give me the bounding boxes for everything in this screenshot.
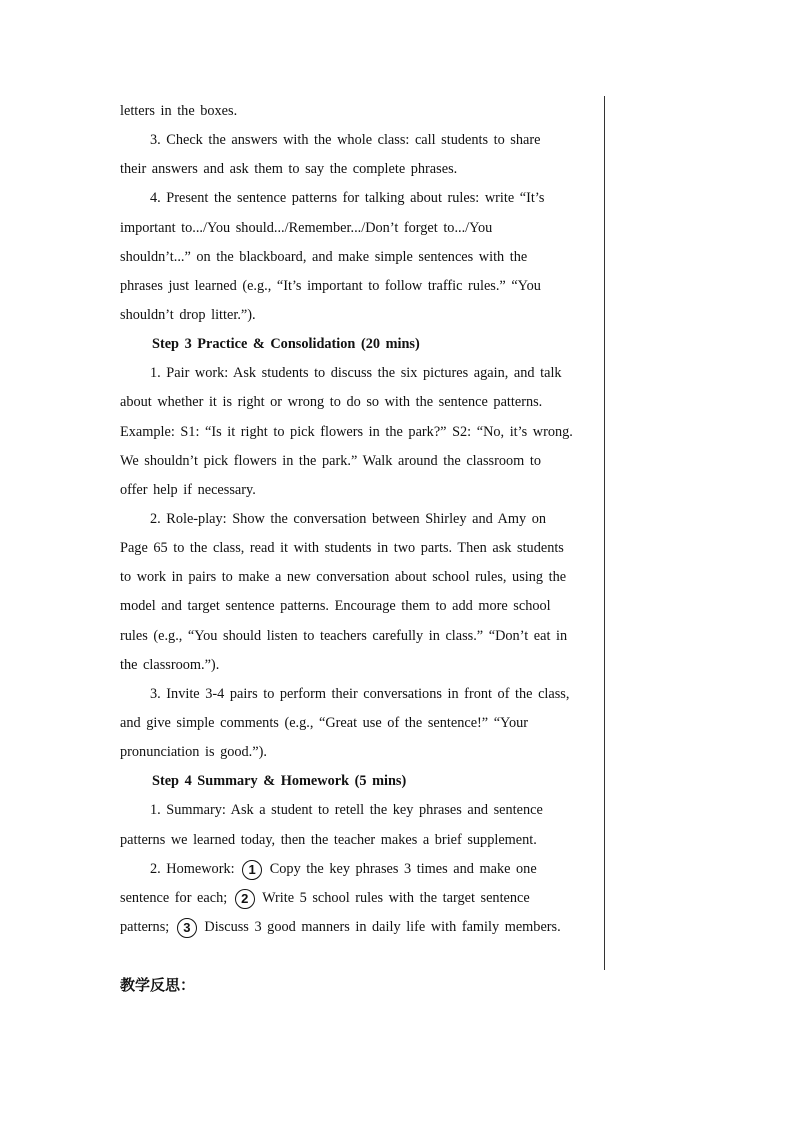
teaching-reflection-label: 教学反思： [120, 976, 196, 994]
table-border-line [604, 96, 605, 970]
text-line: and give simple comments (e.g., “Great use of the sentence!” “Your [120, 714, 529, 731]
text-line: 4. Present the sentence patterns for talking about rules: write “It’s [150, 190, 545, 207]
circled-number-2: 2 [235, 889, 255, 909]
text-line: shouldn’t drop litter.”). [120, 306, 256, 323]
text-line: 2. Role-play: Show the conversation between Shirley and Amy on [150, 510, 547, 527]
homework-lead: patterns; [120, 918, 175, 935]
text-line: to work in pairs to make a new conversation about school rules, using the [120, 569, 567, 586]
text-line: patterns we learned today, then the teacher makes a brief supplement. [120, 831, 537, 848]
homework-text: Write 5 school rules with the target sentence [256, 889, 530, 906]
text-line: Example: S1: “Is it right to pick flowers in the park?” S2: “No, it’s wrong. [120, 423, 573, 440]
text-line: model and target sentence patterns. Encourage them to add more school [120, 598, 551, 615]
step-3-heading: Step 3 Practice & Consolidation (20 mins) [152, 336, 420, 353]
text-line: important to.../You should.../Remember.../Don’t forget to.../You [120, 219, 493, 236]
text-line: letters in the boxes. [120, 103, 238, 119]
text-line: about whether it is right or wrong to do so with the sentence patterns. [120, 394, 543, 411]
homework-text: Copy the key phrases 3 times and make one [264, 860, 537, 877]
circled-number-1: 1 [242, 860, 262, 880]
text-line: offer help if necessary. [120, 481, 256, 498]
text-line: the classroom.”). [120, 656, 220, 673]
text-line: Page 65 to the class, read it with students in two parts. Then ask students [120, 540, 564, 557]
homework-text: Discuss 3 good manners in daily life with family members. [198, 918, 561, 935]
text-line: 1. Summary: Ask a student to retell the key phrases and sentence [150, 802, 543, 819]
lesson-plan-body [120, 100, 596, 945]
text-line: phrases just learned (e.g., “It’s important to follow traffic rules.” “You [120, 277, 541, 294]
text-line: 3. Invite 3-4 pairs to perform their conversations in front of the class, [150, 685, 570, 702]
homework-line-2 [120, 887, 596, 916]
text-line: 1. Pair work: Ask students to discuss the six pictures again, and talk [150, 365, 562, 382]
text-line: 3. Check the answers with the whole class: call students to share [150, 132, 541, 149]
homework-line-1 [120, 858, 596, 887]
text-line: their answers and ask them to say the complete phrases. [120, 161, 458, 178]
text-line: pronunciation is good.”). [120, 744, 267, 761]
homework-lead: sentence for each; [120, 889, 233, 906]
text-line: shouldn’t...” on the blackboard, and make simple sentences with the [120, 248, 528, 265]
circled-number-3: 3 [177, 918, 197, 938]
homework-line-3 [120, 916, 596, 945]
text-line: rules (e.g., “You should listen to teachers carefully in class.” “Don’t eat in [120, 627, 568, 644]
homework-lead: 2. Homework: [150, 860, 241, 877]
text-line: We shouldn’t pick flowers in the park.” Walk around the classroom to [120, 452, 541, 469]
step-4-heading: Step 4 Summary & Homework (5 mins) [152, 773, 407, 790]
